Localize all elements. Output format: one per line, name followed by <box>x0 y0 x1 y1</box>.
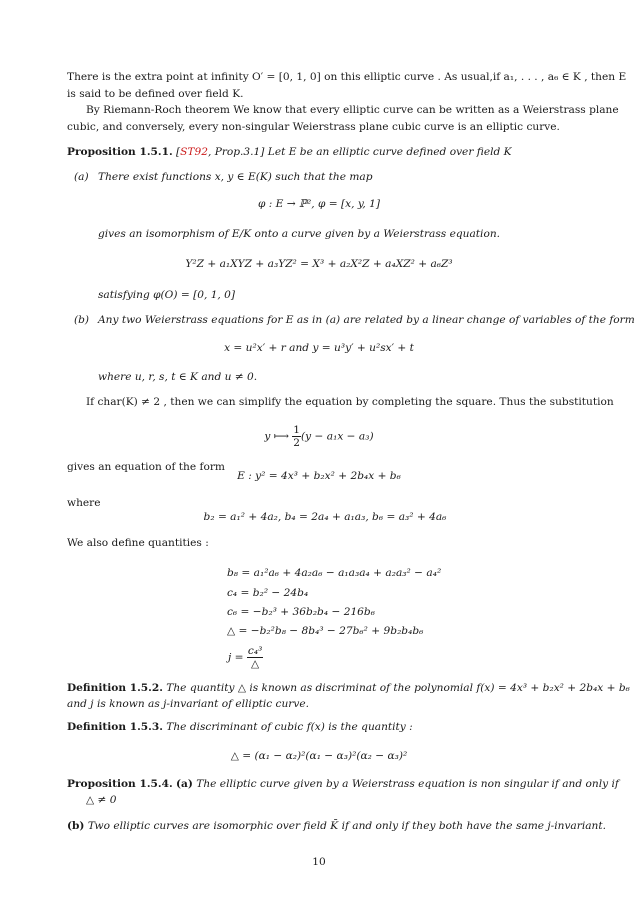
isomorphism-text: gives an isomorphism of E/K onto a curve given by a Weierstrass equation. <box>98 228 501 240</box>
short-weierstrass-equation: E : y² = 4x³ + b₂x² + 2b₄x + b₆ <box>237 470 401 482</box>
definition-label: Definition 1.5.2. <box>67 682 163 694</box>
definition-1-5-2 <box>67 682 630 695</box>
citation-open: [ <box>176 146 181 158</box>
item-a-continuation: △ ≠ 0 <box>86 794 117 806</box>
definition-label: Definition 1.5.3. <box>67 721 163 733</box>
item-b-statement: Any two Weierstrass equations for E as in (a) are related by a linear change of variables of the form <box>98 314 635 326</box>
substitution-left: y ⟼ <box>264 430 289 443</box>
substitution-right: (y − a₁x − a₃) <box>301 430 374 443</box>
c4-equation: c₄ = b₂² − 24b₄ <box>227 587 309 599</box>
b-coefficients-equation: b₂ = a₁² + 4a₂, b₄ = 2a₄ + a₁a₃, b₆ = a₃² + 4a₆ <box>203 511 447 523</box>
gives-text: gives an equation of the form <box>67 461 225 473</box>
fraction-numerator: 1 <box>293 424 301 436</box>
j-denominator: △ <box>251 658 260 670</box>
j-left: j = <box>228 651 244 664</box>
proposition-1-5-4-item-b <box>67 820 606 833</box>
definition-text: The quantity △ is known as discriminat of the polynomial f(x) = 4x³ + b₂x² + 2b₄x + b₆ <box>166 682 630 694</box>
map-equation: φ : E → ℙ², φ = [x, y, 1] <box>257 198 381 210</box>
where-text: where u, r, s, t ∈ K and u ≠ 0. <box>98 371 258 383</box>
b8-equation: b₈ = a₁²a₆ + 4a₂a₆ − a₁a₃a₄ + a₂a₃² − a₄² <box>227 567 442 579</box>
item-a-label: (a) <box>176 778 193 790</box>
intro-line-1: There is the extra point at infinity O′ = [0, 1, 0] on this elliptic curve . As usual,if a₁, . . . , a₆ ∈ K , then E <box>67 71 627 83</box>
intro-line-2: is said to be defined over field K. <box>67 88 244 100</box>
proposition-1-5-1-heading <box>67 146 512 159</box>
citation-rest: , Prop.3.1] <box>207 146 265 158</box>
item-b-label: (b) <box>74 314 90 326</box>
where-label: where <box>67 497 101 509</box>
proposition-1-5-4 <box>67 778 619 791</box>
proposition-statement: Let E be an elliptic curve defined over field K <box>267 146 512 158</box>
citation-link[interactable]: ST92 <box>180 146 208 158</box>
discriminant-roots-equation: △ = (α₁ − α₂)²(α₁ − α₃)²(α₂ − α₃)² <box>230 750 408 762</box>
item-a-text: The elliptic curve given by a Weierstrass equation is non singular if and only if <box>196 778 619 790</box>
intro-line-4: cubic, and conversely, every non-singular Weierstrass plane cubic curve is an elliptic curve. <box>67 121 560 133</box>
definition-text: The discriminant of cubic f(x) is the quantity : <box>166 721 413 733</box>
satisfying-text: satisfying φ(O) = [0, 1, 0] <box>98 289 236 301</box>
definition-1-5-2-line-2: and j is known as j-invariant of elliptic curve. <box>67 698 309 710</box>
proposition-label: Proposition 1.5.1. <box>67 146 173 158</box>
page-number: 10 <box>312 856 326 868</box>
j-fraction <box>247 645 263 670</box>
item-b-text <box>98 314 635 327</box>
change-of-variables-equation: x = u²x′ + r and y = u³y′ + u²sx′ + t <box>224 342 414 354</box>
item-b-label: (b) <box>67 820 85 832</box>
item-a-text: There exist functions x, y ∈ E(K) such that the map <box>98 171 373 183</box>
also-define-text: We also define quantities : <box>67 537 209 549</box>
intro-line-3: By Riemann-Roch theorem We know that every elliptic curve can be written as a Weierstrass plane <box>86 104 619 116</box>
char-k-text: If char(K) ≠ 2 , then we can simplify the equation by completing the square. Thus the substitution <box>86 396 614 408</box>
one-half-fraction <box>292 424 301 449</box>
definition-1-5-3 <box>67 721 413 734</box>
j-numerator: c₄³ <box>247 645 263 657</box>
item-b-text: Two elliptic curves are isomorphic over field K̄ if and only if they both have the same j-invariant. <box>87 820 606 832</box>
fraction-denominator: 2 <box>293 437 301 449</box>
c6-equation: c₆ = −b₂³ + 36b₂b₄ − 216b₆ <box>227 606 375 618</box>
substitution-equation <box>0 424 638 449</box>
j-invariant-equation <box>228 645 263 670</box>
item-a-label: (a) <box>74 171 89 183</box>
proposition-label: Proposition 1.5.4. <box>67 778 173 790</box>
weierstrass-equation: Y²Z + a₁XYZ + a₃YZ² = X³ + a₂X²Z + a₄XZ² + a₆Z³ <box>185 258 453 270</box>
discriminant-equation: △ = −b₂²b₈ − 8b₄³ − 27b₆² + 9b₂b₄b₆ <box>227 625 424 637</box>
